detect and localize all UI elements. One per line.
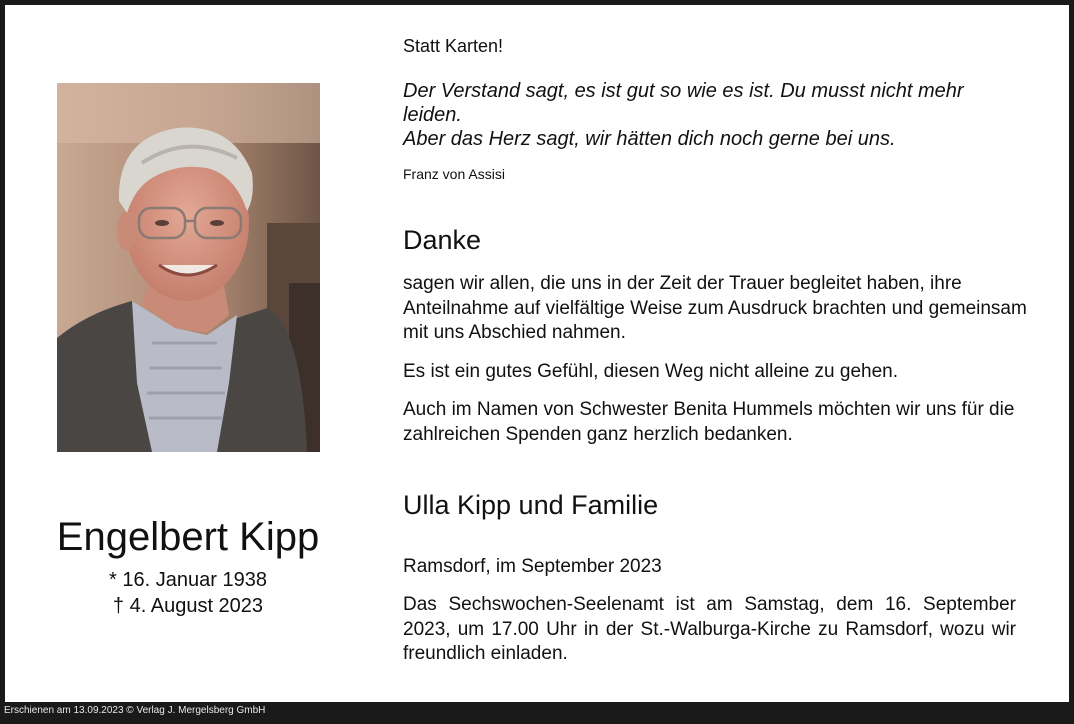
- statt-karten-heading: Statt Karten!: [403, 36, 504, 56]
- deceased-name: Engelbert Kipp: [56, 515, 320, 559]
- publication-footer: Erschienen am 13.09.2023 © Verlag J. Mergelsberg GmbH: [4, 705, 266, 716]
- quote-text: [403, 79, 1023, 151]
- quote-line: Der Verstand sagt, es ist gut so wie es ist. Du musst nicht mehr leiden.: [403, 80, 964, 126]
- thanks-paragraph: Es ist ein gutes Gefühl, diesen Weg nicht alleine zu gehen.: [403, 361, 899, 382]
- death-date: † 4. August 2023: [112, 595, 264, 617]
- quote-line: Aber das Herz sagt, wir hätten dich noch gerne bei uns.: [403, 128, 896, 150]
- thanks-paragraph: Auch im Namen von Schwester Benita Hummels möchten wir uns für die zahlreichen Spenden ganz herzlich bedanken.: [403, 399, 1015, 445]
- thanks-paragraph: sagen wir allen, die uns in der Zeit der Trauer begleitet haben, ihre Anteilnahme auf vielfältige Weise zum Ausdruck brachten und gemeinsam mit uns Abschied nahmen.: [403, 273, 1027, 343]
- portrait-photo: [57, 83, 320, 452]
- quote-author: Franz von Assisi: [403, 166, 505, 182]
- obituary-card: [5, 5, 1069, 702]
- place-date: Ramsdorf, im September 2023: [403, 556, 662, 577]
- portrait-image: [57, 83, 320, 452]
- service-announcement: Das Sechswochen-Seelenamt ist am Samstag, dem 16. September 2023, um 17.00 Uhr in der St.-Walburga-Kirche zu Ramsdorf, wozu wir freundlich einladen.: [403, 594, 1016, 664]
- family-signature: Ulla Kipp und Familie: [403, 490, 659, 520]
- birth-date: * 16. Januar 1938: [109, 569, 267, 591]
- thanks-heading: Danke: [403, 225, 482, 255]
